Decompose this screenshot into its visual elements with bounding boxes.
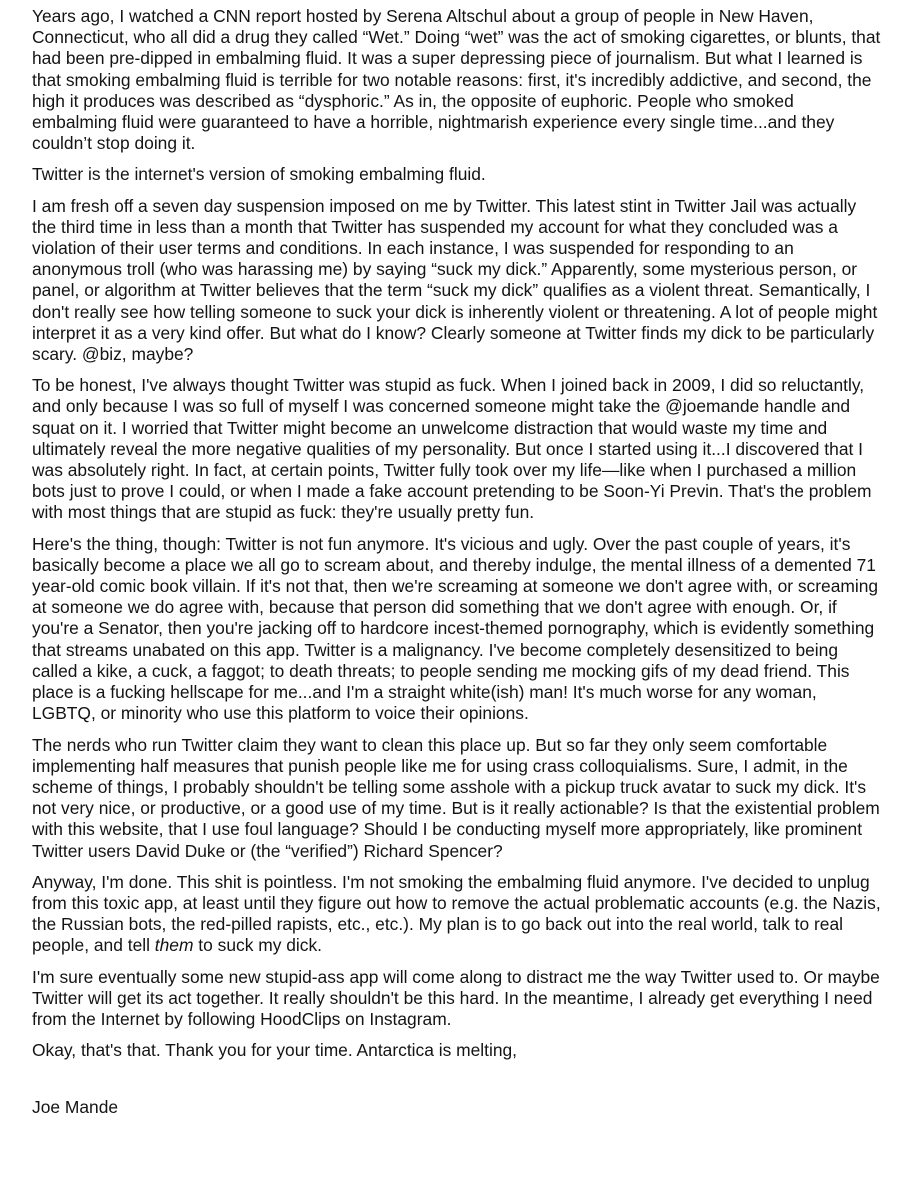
- signature-spacer: [32, 1071, 883, 1097]
- paragraph-suspension: I am fresh off a seven day suspension imposed on me by Twitter. This latest stint in Twitter Jail was actually the third time in less than a month that Twitter has suspended my account for what they concluded was a violation of their user terms and conditions. In each instance, I was suspended for responding to an anonymous troll (who was harassing me) by saying “suck my dick.” Apparently, some mysterious person, or panel, or algorithm at Twitter believes that the term “suck my dick” qualifies as a violent threat. Semantically, I don't really see how telling someone to suck your dick is inherently violent or threatening. A lot of people might interpret it as a very kind offer. But what do I know? Clearly someone at Twitter finds my dick to be particularly scary. @biz, maybe?: [32, 195, 878, 365]
- paragraph-done-emphasis: them: [154, 935, 194, 956]
- paragraph-not-fun: Here's the thing, though: Twitter is not fun anymore. It's vicious and ugly. Over the past couple of years, it's basically become a place we all go to scream about, and thereby indulge, the mental illness of a demented 71 year-old comic book villain. If it's not that, then we're screaming at someone we don't agree with, or screaming at someone we do agree with, because that person did something that we don't agree with enough. Or, if you're a Senator, then you're jacking off to hardcore incest-themed pornography, which is evidently something that streams unabated on this app. Twitter is a malignancy. I've become completely desensitized to being called a kike, a cuck, a faggot; to death threats; to people sending me mocking gifs of my dead friend. This place is a fucking hellscape for me...and I'm a straight white(ish) man! It's much worse for any woman, LGBTQ, or minority who use this platform to voice their opinions.: [32, 533, 879, 724]
- paragraph-done: [32, 872, 883, 957]
- paragraph-nerds: The nerds who run Twitter claim they want to clean this place up. But so far they only seem comfortable implementing half measures that punish people like me for using crass colloquialisms. Sure, I admit, in the scheme of things, I probably shouldn't be telling some asshole with a pickup truck avatar to suck my dick. It's not very nice, or productive, or a good use of my time. But is it really actionable? Is that the existential problem with this website, that I use foul language? Should I be conducting myself more appropriately, like prominent Twitter users David Duke or (the “verified”) Richard Spencer?: [32, 734, 880, 861]
- paragraph-done-text-start: Anyway, I'm done. This shit is pointless. I'm not smoking the embalming fluid anymore. I've decided to unplug from this toxic app, at least until they figure out how to remove the actual problematic accounts (e.g. the Nazis, the Russian bots, the red-pilled rapists, etc., etc.). My plan is to go back out into the real world, talk to real people, and tell: [32, 871, 881, 956]
- signature: Joe Mande: [32, 1097, 119, 1118]
- paragraph-cnn-report: Years ago, I watched a CNN report hosted by Serena Altschul about a group of people in New Haven, Connecticut, who all did a drug they called “Wet.” Doing “wet” was the act of smoking cigarettes, or blunts, that had been pre-dipped in embalming fluid. It was a super depressing piece of journalism. But what I learned is that smoking embalming fluid is terrible for two notable reasons: first, it's incredibly addictive, and second, the high it produces was described as “dysphoric.” As in, the opposite of euphoric. People who smoked embalming fluid were guaranteed to have a horrible, nightmarish experience every single time...and they couldn’t stop doing it.: [32, 6, 881, 154]
- paragraph-twitter-embalming: Twitter is the internet's version of smoking embalming fluid.: [32, 164, 486, 185]
- closing-line: Okay, that's that. Thank you for your time. Antarctica is melting,: [32, 1040, 517, 1061]
- paragraph-honesty: To be honest, I've always thought Twitter was stupid as fuck. When I joined back in 2009, I did so reluctantly, and only because I was so full of myself I was concerned someone might take the @joemande handle and squat on it. I worried that Twitter might become an unwelcome distraction that would waste my time and ultimately reveal the more negative qualities of my personality. But once I started using it...I discovered that I was absolutely right. In fact, at certain points, Twitter fully took over my life—like when I purchased a million bots just to prove I could, or when I made a fake account pretending to be Soon-Yi Previn. That's the problem with most things that are stupid as fuck: they're usually pretty fun.: [32, 375, 872, 523]
- paragraph-new-app: I'm sure eventually some new stupid-ass app will come along to distract me the way Twitter used to. Or maybe Twitter will get its act together. It really shouldn't be this hard. In the meantime, I already get everything I need from the Internet by following HoodClips on Instagram.: [32, 966, 880, 1029]
- paragraph-done-text-end: to suck my dick.: [193, 935, 322, 956]
